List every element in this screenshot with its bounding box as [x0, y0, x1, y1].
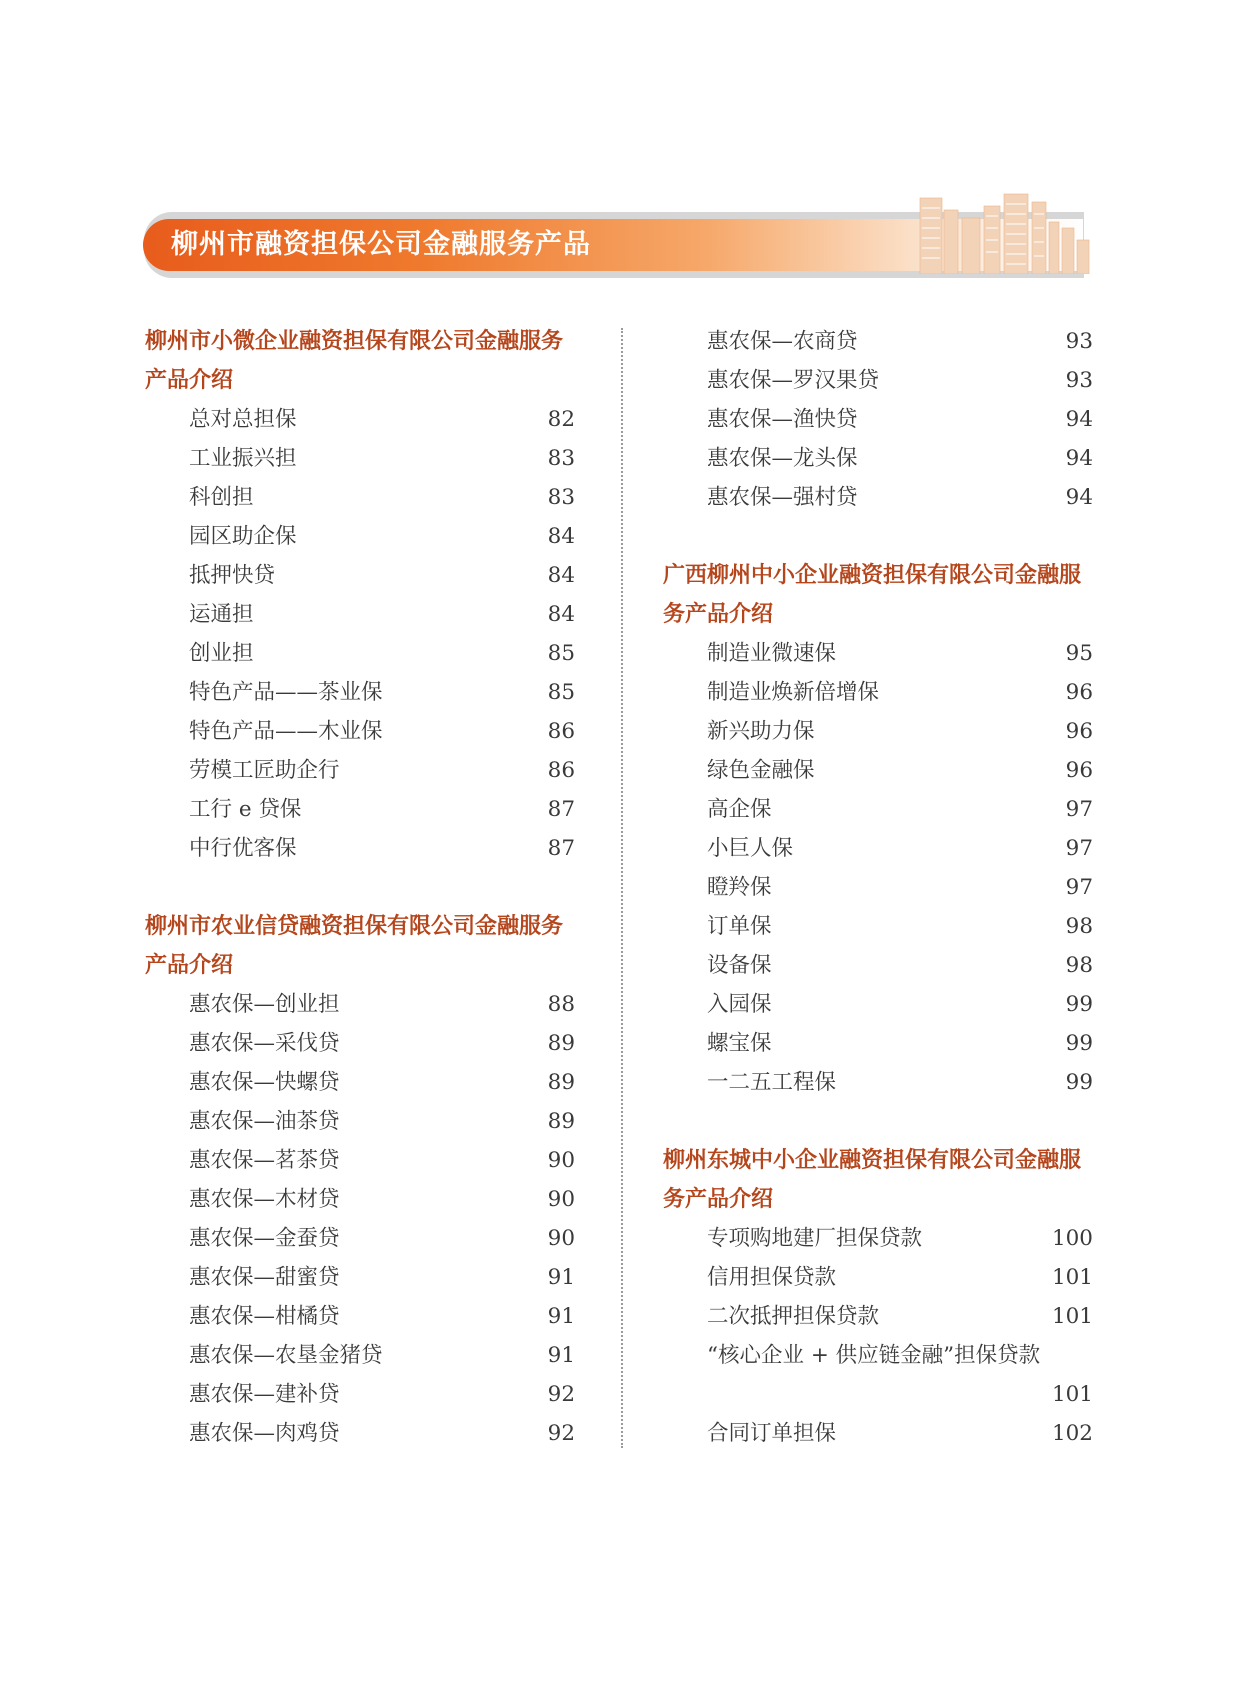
toc-entry[interactable] — [145, 439, 575, 478]
toc-entry[interactable] — [145, 1180, 575, 1219]
entry-name: 惠农保—创业担 — [189, 992, 340, 1017]
entry-page: 86 — [547, 719, 575, 744]
entry-page: 89 — [547, 1031, 575, 1056]
entry-page: 99 — [1065, 1031, 1093, 1056]
entry-name: 园区助企保 — [189, 524, 297, 549]
toc-entry[interactable] — [145, 1141, 575, 1180]
entry-name: 惠农保—肉鸡贷 — [189, 1421, 340, 1446]
entry-name: 特色产品——木业保 — [189, 719, 383, 744]
entry-page: 93 — [1065, 329, 1093, 354]
entry-name: 惠农保—农商贷 — [707, 329, 858, 354]
entry-name: 惠农保—木材贷 — [189, 1187, 340, 1212]
entry-page: 84 — [547, 602, 575, 627]
toc-section-nongye — [145, 907, 575, 1453]
toc-entry[interactable] — [145, 1063, 575, 1102]
toc-section-nongye-continued — [663, 322, 1093, 517]
entry-page: 91 — [547, 1343, 575, 1368]
entry-name: 创业担 — [189, 641, 254, 666]
toc-entry[interactable] — [663, 478, 1093, 517]
entry-page: 84 — [547, 563, 575, 588]
entry-name: 订单保 — [707, 914, 772, 939]
entry-page: 96 — [1065, 680, 1093, 705]
toc-section-guangxi — [663, 556, 1093, 1102]
entry-name: 二次抵押担保贷款 — [707, 1304, 880, 1329]
page-title: 柳州市融资担保公司金融服务产品 — [171, 229, 591, 260]
toc-entry[interactable] — [145, 1258, 575, 1297]
toc-entry[interactable] — [145, 1102, 575, 1141]
entry-page: 94 — [1065, 485, 1093, 510]
toc-entry[interactable] — [145, 556, 575, 595]
toc-section-dongcheng — [663, 1141, 1093, 1453]
entry-page: 97 — [1065, 836, 1093, 861]
entry-name: 中行优客保 — [189, 836, 297, 861]
entry-page: 99 — [1065, 992, 1093, 1017]
entry-page: 92 — [547, 1382, 575, 1407]
entry-page: 101 — [1051, 1382, 1093, 1407]
toc-entry[interactable] — [663, 946, 1093, 985]
toc-entry[interactable] — [663, 1414, 1093, 1453]
toc-entry[interactable] — [663, 907, 1093, 946]
section-title: 柳州市农业信贷融资担保有限公司金融服务 — [145, 914, 564, 939]
toc-entry[interactable] — [145, 1336, 575, 1375]
toc-entry-continuation[interactable] — [663, 1375, 1093, 1414]
toc-entry[interactable] — [663, 1336, 1093, 1375]
entry-page: 98 — [1065, 914, 1093, 939]
entry-name: 高企保 — [707, 797, 772, 822]
entry-name: 惠农保—油茶贷 — [189, 1109, 340, 1134]
toc-entry[interactable] — [145, 751, 575, 790]
section-title: 产品介绍 — [145, 368, 234, 393]
section-title: 柳州市小微企业融资担保有限公司金融服务 — [145, 329, 564, 354]
entry-page: 96 — [1065, 719, 1093, 744]
toc-entry[interactable] — [663, 322, 1093, 361]
entry-name: 特色产品——茶业保 — [189, 680, 383, 705]
toc-entry[interactable] — [663, 400, 1093, 439]
toc-entry[interactable] — [663, 868, 1093, 907]
entry-page: 98 — [1065, 953, 1093, 978]
toc-entry[interactable] — [663, 790, 1093, 829]
entry-name: 惠农保—金蚕贷 — [189, 1226, 340, 1251]
toc-entry[interactable] — [663, 829, 1093, 868]
entry-name: 信用担保贷款 — [707, 1265, 837, 1290]
entry-name: 小巨人保 — [707, 836, 794, 861]
toc-section-xiaowei — [145, 322, 575, 868]
column-divider — [621, 328, 623, 1448]
entry-name: 工业振兴担 — [189, 446, 297, 471]
toc-entry[interactable] — [663, 712, 1093, 751]
toc-entry[interactable] — [663, 361, 1093, 400]
entry-page: 82 — [547, 407, 575, 432]
entry-name: 惠农保—采伐贷 — [189, 1031, 340, 1056]
section-title: 产品介绍 — [145, 953, 234, 978]
entry-name: 新兴助力保 — [707, 719, 815, 744]
toc-entry[interactable] — [145, 829, 575, 868]
toc-right-column — [663, 322, 1093, 1453]
entry-name: 劳模工匠助企行 — [189, 758, 340, 783]
entry-page: 84 — [547, 524, 575, 549]
toc-entry[interactable] — [145, 1297, 575, 1336]
entry-name: 入园保 — [707, 992, 772, 1017]
entry-name: 运通担 — [189, 602, 254, 627]
entry-name: 惠农保—农垦金猪贷 — [189, 1343, 383, 1368]
entry-name: 螺宝保 — [707, 1031, 772, 1056]
entry-name: 总对总担保 — [189, 407, 297, 432]
entry-page: 90 — [547, 1187, 575, 1212]
toc-entry[interactable] — [145, 400, 575, 439]
entry-page: 87 — [547, 836, 575, 861]
entry-page: 91 — [547, 1304, 575, 1329]
section-title: 广西柳州中小企业融资担保有限公司金融服 — [663, 563, 1082, 588]
entry-name: 惠农保—柑橘贷 — [189, 1304, 340, 1329]
entry-name: 惠农保—龙头保 — [707, 446, 858, 471]
toc-entry[interactable] — [145, 1024, 575, 1063]
entry-page: 92 — [547, 1421, 575, 1446]
entry-page: 86 — [547, 758, 575, 783]
toc-entry[interactable] — [145, 1375, 575, 1414]
entry-page: 83 — [547, 485, 575, 510]
entry-page: 96 — [1065, 758, 1093, 783]
entry-name: 制造业微速保 — [707, 641, 837, 666]
entry-page: 90 — [547, 1148, 575, 1173]
entry-page: 87 — [547, 797, 575, 822]
toc-entry[interactable] — [145, 673, 575, 712]
entry-name: 科创担 — [189, 485, 254, 510]
entry-name: 惠农保—茗茶贷 — [189, 1148, 340, 1173]
entry-name: 瞪羚保 — [707, 875, 772, 900]
entry-page: 101 — [1051, 1304, 1093, 1329]
entry-name: “核心企业 + 供应链金融”担保贷款 — [707, 1343, 1041, 1368]
entry-page: 102 — [1051, 1421, 1093, 1446]
toc-entry[interactable] — [663, 1297, 1093, 1336]
toc-entry[interactable] — [145, 478, 575, 517]
city-skyline-icon — [918, 188, 1093, 274]
entry-page: 83 — [547, 446, 575, 471]
toc-entry[interactable] — [663, 1258, 1093, 1297]
entry-name: 惠农保—强村贷 — [707, 485, 858, 510]
entry-page: 101 — [1051, 1265, 1093, 1290]
entry-page: 100 — [1051, 1226, 1093, 1251]
toc-entry[interactable] — [145, 1219, 575, 1258]
section-title: 务产品介绍 — [663, 1187, 774, 1212]
entry-page: 93 — [1065, 368, 1093, 393]
entry-name: 抵押快贷 — [189, 563, 276, 588]
entry-page: 97 — [1065, 875, 1093, 900]
section-title: 务产品介绍 — [663, 602, 774, 627]
entry-page: 95 — [1065, 641, 1093, 666]
entry-name: 惠农保—罗汉果贷 — [707, 368, 880, 393]
entry-page: 89 — [547, 1109, 575, 1134]
entry-name: 设备保 — [707, 953, 772, 978]
entry-page: 94 — [1065, 407, 1093, 432]
entry-page: 85 — [547, 680, 575, 705]
entry-name: 专项购地建厂担保贷款 — [707, 1226, 923, 1251]
entry-name: 合同订单担保 — [707, 1421, 837, 1446]
entry-name: 惠农保—建补贷 — [189, 1382, 340, 1407]
toc-entry[interactable] — [145, 985, 575, 1024]
toc-entry[interactable] — [663, 985, 1093, 1024]
toc-left-column — [145, 322, 575, 1453]
toc-entry[interactable] — [145, 712, 575, 751]
section-title: 柳州东城中小企业融资担保有限公司金融服 — [663, 1148, 1082, 1173]
toc-entry[interactable] — [663, 439, 1093, 478]
entry-name: 工行 e 贷保 — [189, 797, 302, 822]
toc-entry[interactable] — [663, 634, 1093, 673]
toc-entry[interactable] — [145, 634, 575, 673]
entry-page: 99 — [1065, 1070, 1093, 1095]
entry-page: 90 — [547, 1226, 575, 1251]
toc-entry[interactable] — [663, 751, 1093, 790]
entry-name: 一二五工程保 — [707, 1070, 837, 1095]
entry-page: 85 — [547, 641, 575, 666]
entry-name: 惠农保—渔快贷 — [707, 407, 858, 432]
entry-name: 绿色金融保 — [707, 758, 815, 783]
toc-entry[interactable] — [663, 1024, 1093, 1063]
toc-entry[interactable] — [663, 1063, 1093, 1102]
entry-name: 惠农保—快螺贷 — [189, 1070, 340, 1095]
toc-entry[interactable] — [663, 1219, 1093, 1258]
toc-entry[interactable] — [145, 790, 575, 829]
toc-entry[interactable] — [145, 1414, 575, 1453]
toc-entry[interactable] — [663, 673, 1093, 712]
entry-name: 惠农保—甜蜜贷 — [189, 1265, 340, 1290]
entry-page: 94 — [1065, 446, 1093, 471]
entry-page: 88 — [547, 992, 575, 1017]
entry-page: 91 — [547, 1265, 575, 1290]
entry-name: 制造业焕新倍增保 — [707, 680, 880, 705]
toc-entry[interactable] — [145, 517, 575, 556]
toc-entry[interactable] — [145, 595, 575, 634]
entry-page: 97 — [1065, 797, 1093, 822]
entry-page: 89 — [547, 1070, 575, 1095]
